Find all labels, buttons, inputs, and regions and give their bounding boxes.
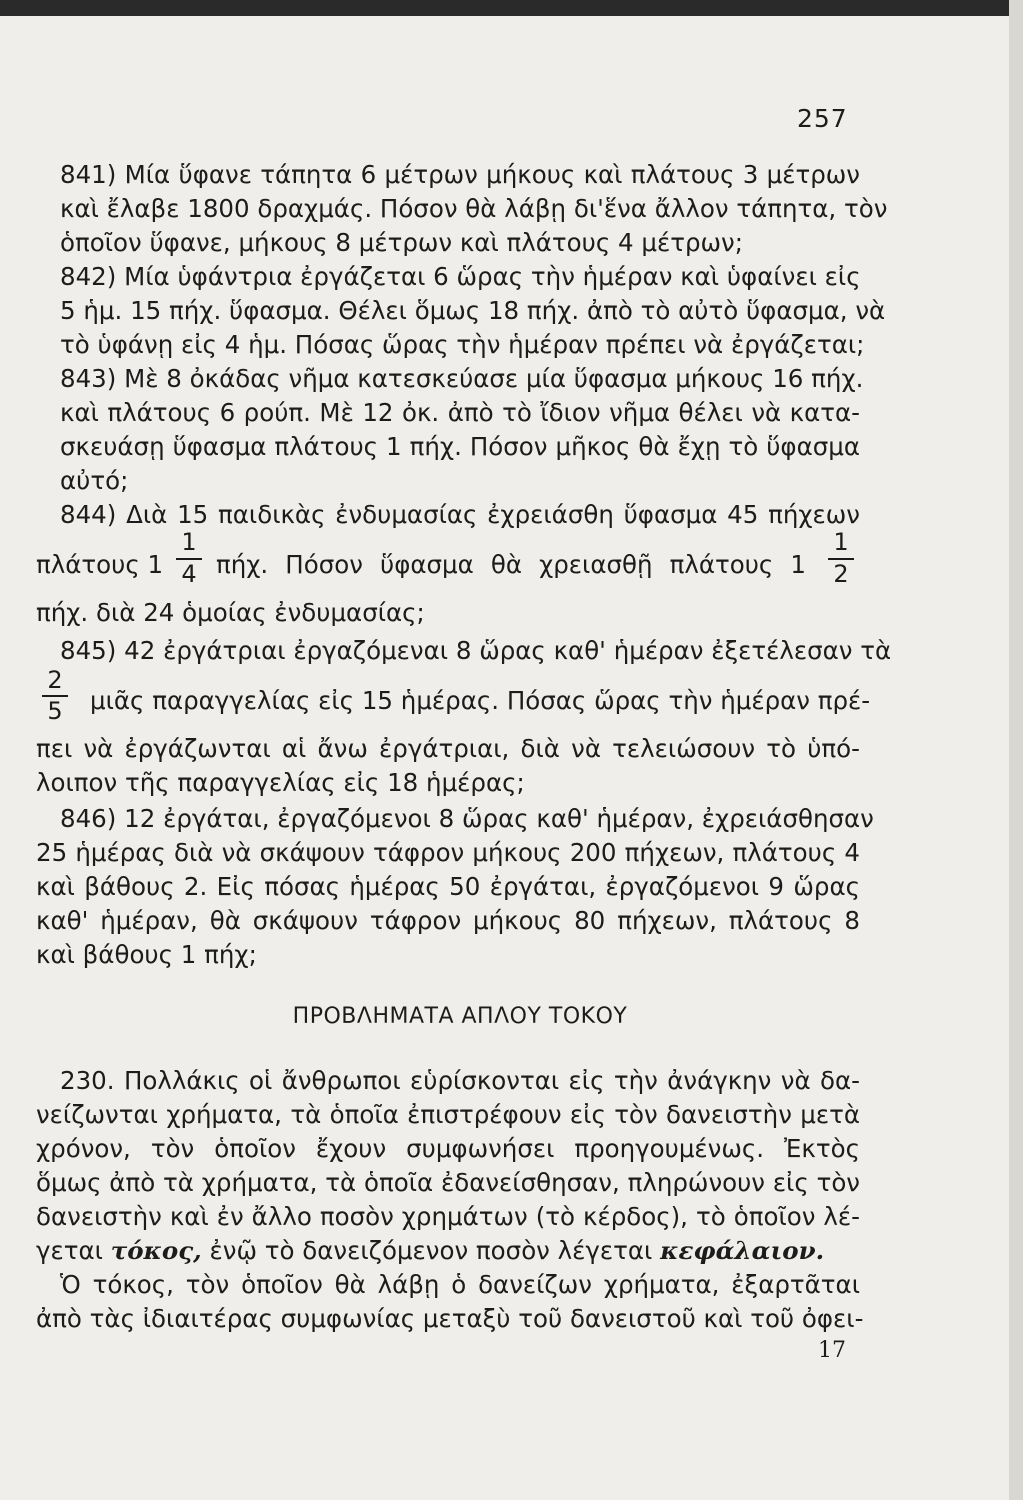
problem-845-line-4: λοιπον τῆς παραγγελίας εἰς 18 ἡμέρας; [36, 768, 525, 797]
section-230-line-3: χρόνον, τὸν ὁποῖον ἔχουν συμφωνήσει προηγουμένως. Ἐκτὸς [36, 1134, 860, 1163]
section-230-line-8: ἀπὸ τὰς ἰδιαιτέρας συμφωνίας μεταξὺ τοῦ δανειστοῦ καὶ τοῦ ὀφει- [36, 1304, 864, 1333]
problem-846-line-3: καὶ βάθους 2. Εἰς πόσας ἡμέρας 50 ἐργάται, ἐργαζόμενοι 9 ὥρας [36, 872, 860, 901]
section-heading: ΠΡΟΒΛΗΜΑΤΑ ΑΠΛΟΥ ΤΟΚΟΥ [292, 1004, 628, 1029]
problem-845-line-1: 845) 42 ἐργάτριαι ἐργαζόμεναι 8 ὥρας καθ' ἡμέραν ἐξετέλεσαν τὰ [60, 636, 892, 665]
fraction-1-2-denominator: 2 [833, 560, 849, 588]
printer-signature: 17 [818, 1338, 846, 1363]
section-230-line-1: 230. Πολλάκις οἱ ἄνθρωποι εὑρίσκονται εἰς τὴν ἀνάγκην νὰ δα- [60, 1066, 860, 1095]
problem-841-line-3: ὁποῖον ὕφανε, μήκους 8 μέτρων καὶ πλάτους 4 μέτρων; [60, 228, 743, 257]
problem-842-line-2: 5 ἡμ. 15 πήχ. ὕφασμα. Θέλει ὅμως 18 πήχ. ἀπὸ τὸ αὐτὸ ὕφασμα, νὰ [60, 296, 886, 325]
problem-846-line-2: 25 ἡμέρας διὰ νὰ σκάψουν τάφρον μήκους 200 πήχεων, πλάτους 4 [36, 838, 860, 867]
section-230-line-6 [36, 1234, 860, 1268]
fraction-2-5-numerator: 2 [47, 666, 63, 694]
page-number: 257 [797, 104, 848, 133]
problem-846-line-1: 846) 12 ἐργάται, ἐργαζόμενοι 8 ὥρας καθ' ἡμέραν, ἐχρειάσθησαν [60, 804, 874, 833]
scan-top-edge [0, 0, 1023, 16]
problem-845-line-2: μιᾶς παραγγελίας εἰς 15 ἡμέρας. Πόσας ὥρας τὴν ἡμέραν πρέ- [90, 686, 871, 715]
problem-846-line-4: καθ' ἡμέραν, θὰ σκάψουν τάφρον μήκους 80 πήχεων, πλάτους 8 [36, 906, 860, 935]
problem-846-line-5: καὶ βάθους 1 πήχ; [36, 940, 257, 969]
problem-841-line-2: καὶ ἔλαβε 1800 δραχμάς. Πόσον θὰ λάβῃ δι'ἕνα ἄλλον τάπητα, τὸν [60, 194, 888, 223]
term-kefalaion: κεφάλαιον. [660, 1236, 825, 1265]
section-230-line-7: Ὁ τόκος, τὸν ὁποῖον θὰ λάβῃ ὁ δανείζων χρήματα, ἐξαρτᾶται [60, 1270, 860, 1299]
problem-844-line-2: πήχ. Πόσον ὕφασμα θὰ χρειασθῇ πλάτους 1 [216, 550, 806, 579]
fraction-2-5-denominator: 5 [47, 697, 63, 725]
problem-844-width-label: πλάτους 1 [36, 550, 164, 579]
problem-842-line-3: τὸ ὑφάνῃ εἰς 4 ἡμ. Πόσας ὥρας τὴν ἡμέραν πρέπει νὰ ἐργάζεται; [60, 330, 865, 359]
problem-843-line-2: καὶ πλάτους 6 ρούπ. Μὲ 12 ὀκ. ἀπὸ τὸ ἴδιον νῆμα θέλει νὰ κατα- [60, 398, 860, 427]
section-230-line-4: ὅμως ἀπὸ τὰ χρήματα, τὰ ὁποῖα ἐδανείσθησαν, πληρώνουν εἰς τὸν [36, 1168, 860, 1197]
problem-844-line-1: 844) Διὰ 15 παιδικὰς ἐνδυμασίας ἐχρειάσθη ὕφασμα 45 πήχεων [60, 500, 860, 529]
problem-842-line-1: 842) Μία ὑφάντρια ἐργάζεται 6 ὥρας τὴν ἡμέραν καὶ ὑφαίνει εἰς [60, 262, 861, 291]
line-6-text-b: ἐνῷ τὸ δανειζόμενον ποσὸν λέγεται [209, 1236, 653, 1265]
problem-843-line-3: σκευάσῃ ὕφασμα πλάτους 1 πήχ. Πόσον μῆκος θὰ ἔχῃ τὸ ὕφασμα [60, 432, 860, 461]
section-230-line-5: δανειστὴν καὶ ἐν ἄλλο ποσὸν χρημάτων (τὸ κέρδος), τὸ ὁποῖον λέ- [36, 1202, 860, 1231]
section-230-line-2: νείζωνται χρήματα, τὰ ὁποῖα ἐπιστρέφουν εἰς τὸν δανειστὴν μετὰ [36, 1100, 860, 1129]
fraction-1-2-numerator: 1 [833, 528, 849, 556]
line-6-text-a: γεται [36, 1236, 103, 1265]
fraction-1-4-numerator: 1 [181, 528, 197, 556]
term-tokos: τόκος, [110, 1236, 202, 1265]
fraction-1-4-denominator: 4 [181, 560, 197, 588]
problem-841-line-1: 841) Μία ὕφανε τάπητα 6 μέτρων μήκους καὶ πλάτους 3 μέτρων [60, 160, 860, 189]
problem-845-line-3: πει νὰ ἐργάζωνται αἱ ἄνω ἐργάτριαι, διὰ νὰ τελειώσουν τὸ ὑπό- [36, 734, 860, 763]
scan-right-edge [1009, 0, 1023, 1500]
problem-843-line-1: 843) Μὲ 8 ὀκάδας νῆμα κατεσκεύασε μία ὕφασμα μήκους 16 πήχ. [60, 364, 864, 393]
problem-844-line-3: πήχ. διὰ 24 ὁμοίας ἐνδυμασίας; [36, 598, 425, 627]
problem-843-line-4: αὐτό; [60, 466, 129, 495]
